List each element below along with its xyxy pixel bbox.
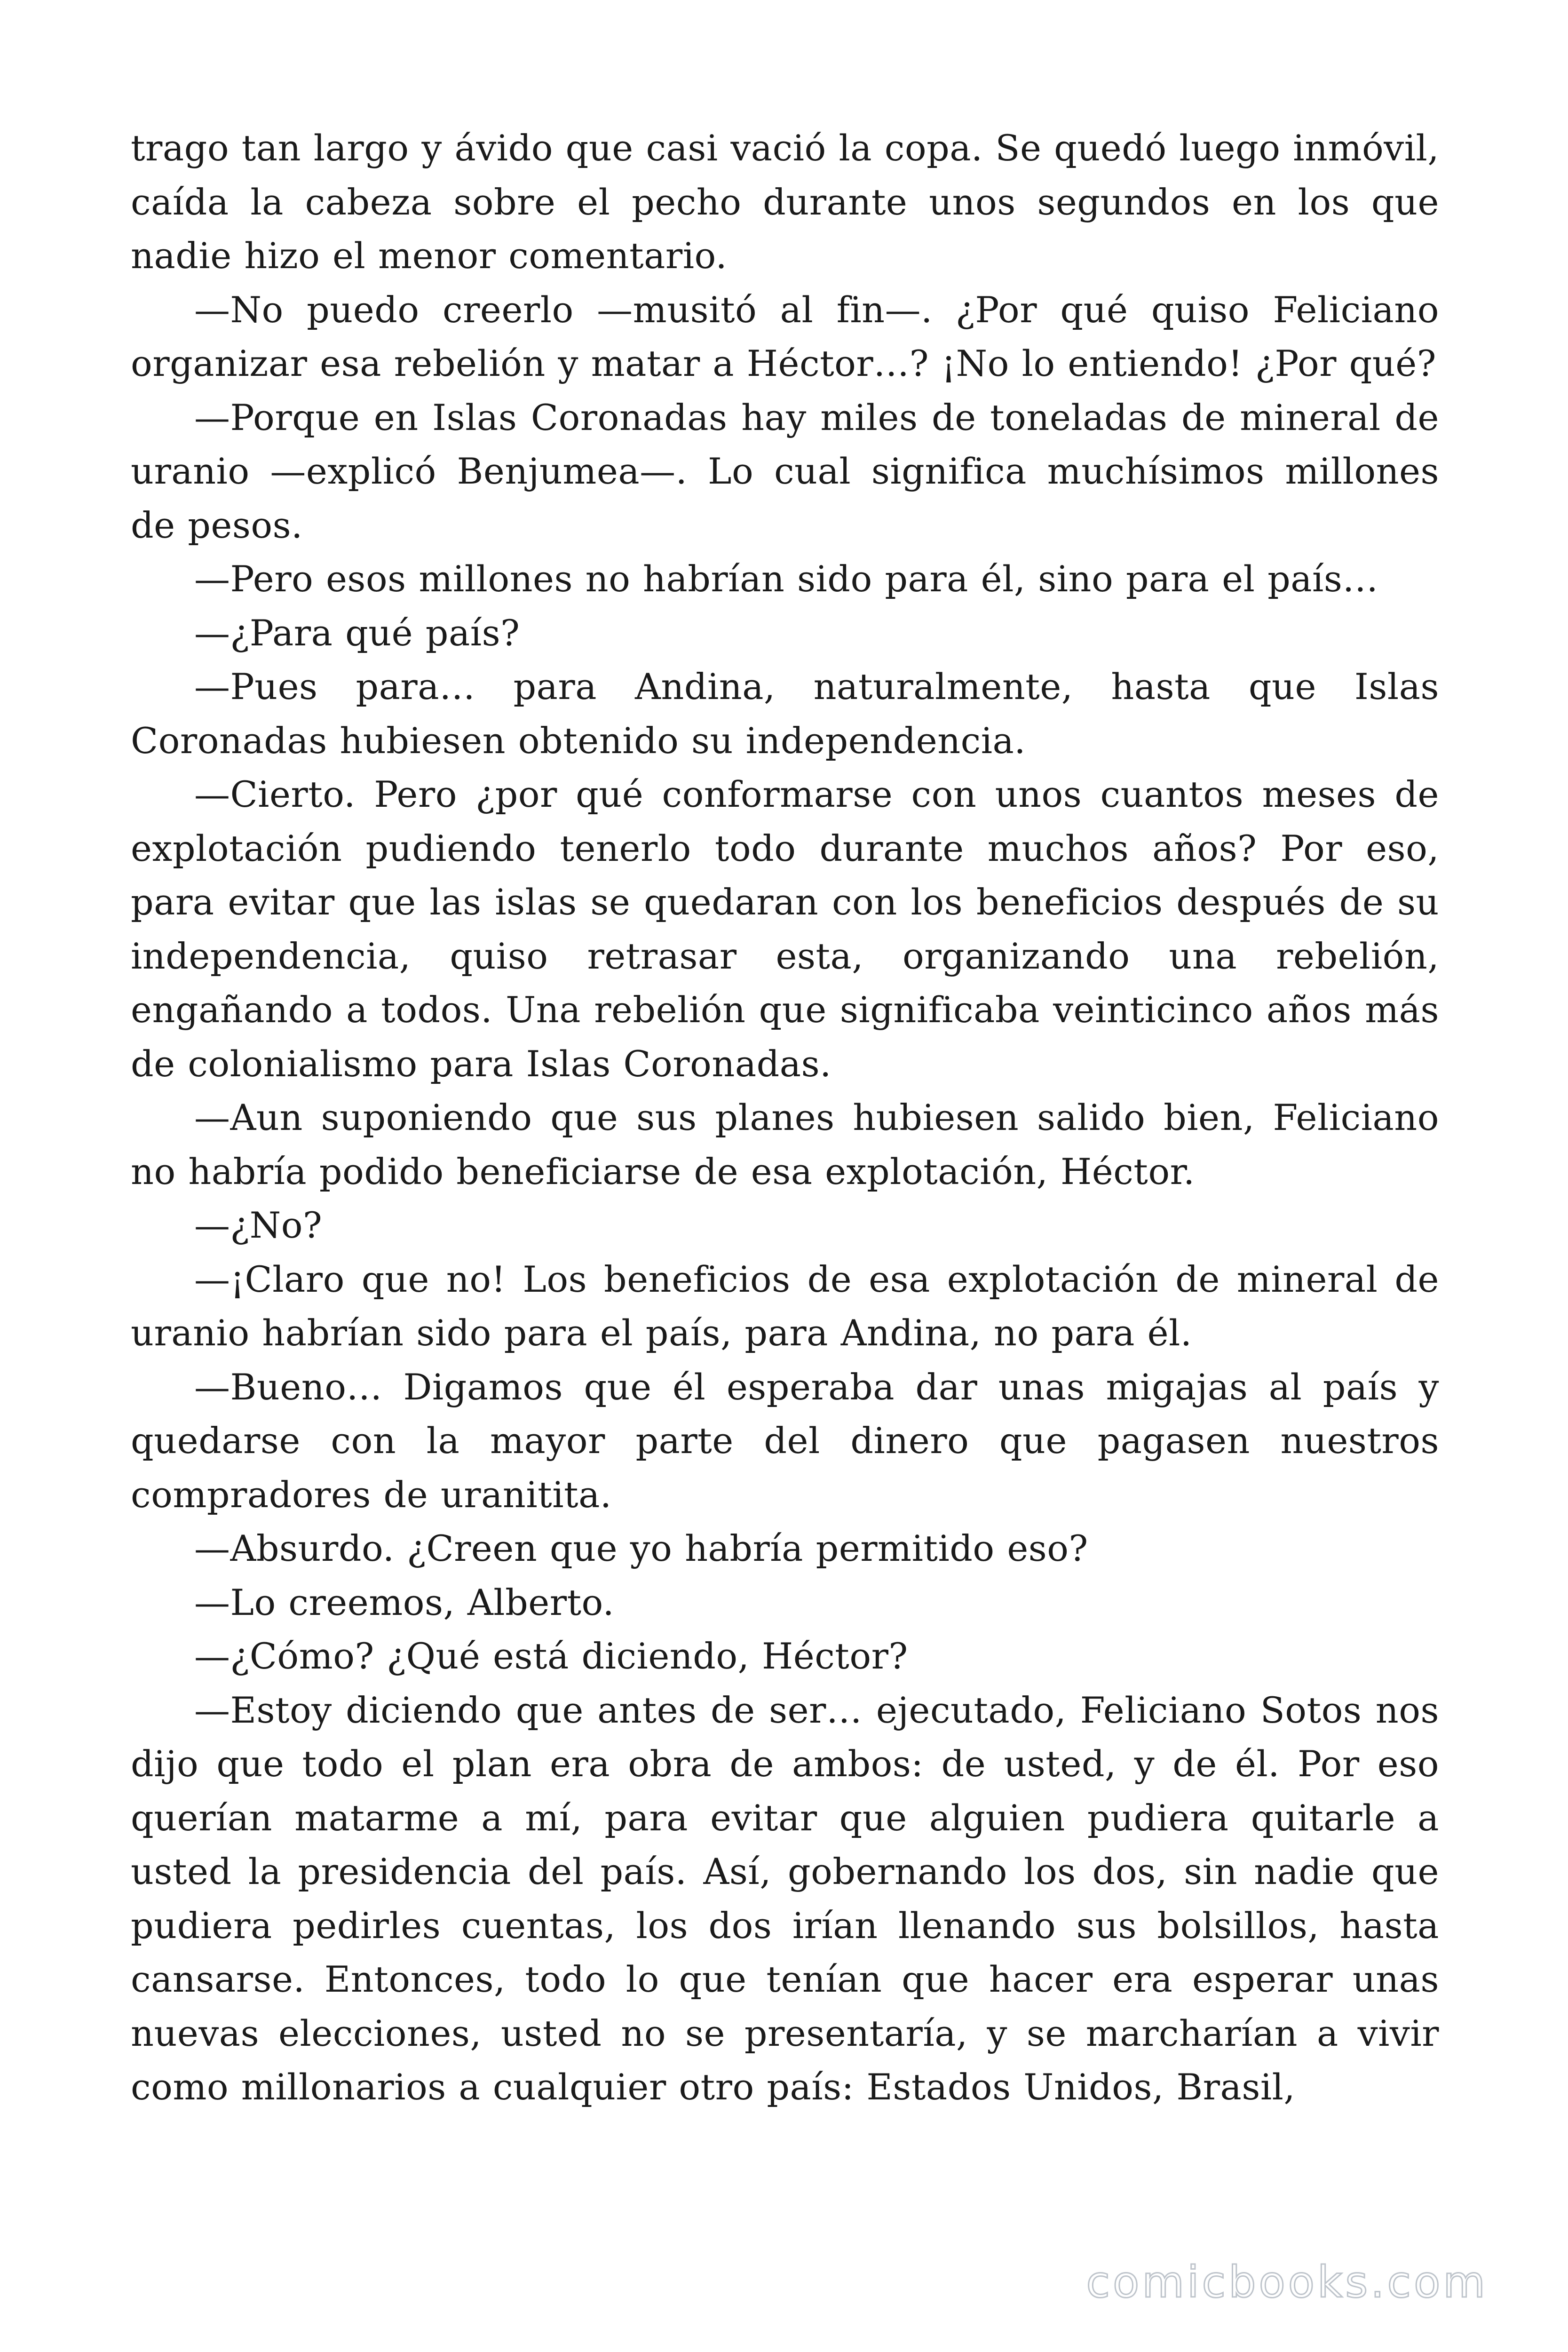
dialogue-paragraph: —Pues para… para Andina, naturalmente, hasta que Islas Coronadas hubiesen obtenido su independencia.: [131, 666, 1439, 762]
dialogue-paragraph: —¿No?: [194, 1204, 323, 1246]
dialogue-paragraph: —No puedo creerlo —musitó al fin—. ¿Por qué quiso Feliciano organizar esa rebelión y matar a Héctor…? ¡No lo entiendo! ¿Por qué?: [131, 288, 1439, 384]
watermark-logo: comicbooks.com: [1086, 2257, 1488, 2307]
body-text: [131, 121, 1439, 2114]
dialogue-paragraph: —Lo creemos, Alberto.: [194, 1581, 615, 1623]
dialogue-paragraph: —Pero esos millones no habrían sido para él, sino para el país…: [194, 558, 1378, 600]
dialogue-paragraph: —¿Para qué país?: [194, 612, 520, 654]
dialogue-paragraph: —Estoy diciendo que antes de ser… ejecutado, Feliciano Sotos nos dijo que todo el plan era obra de ambos: de usted, y de él. Por eso querían matarme a mí, para evitar que alguien pudiera quitarle a usted la presidencia del país. Así, gobernando los dos, sin nadie que pudiera pedirles cuentas, los dos irían llenando sus bolsillos, hasta cansarse. Entonces, todo lo que tenían que hacer era esperar unas nuevas elecciones, usted no se presentaría, y se marcharían a vivir como millonarios a cualquier otro país: Estados Unidos, Brasil,: [131, 1689, 1439, 2108]
dialogue-paragraph: —Bueno… Digamos que él esperaba dar unas migajas al país y quedarse con la mayor parte del dinero que pagasen nuestros compradores de uranitita.: [131, 1366, 1439, 1516]
dialogue-paragraph: —¡Claro que no! Los beneficios de esa explotación de mineral de uranio habrían sido para el país, para Andina, no para él.: [131, 1258, 1439, 1354]
paragraph-continuation: trago tan largo y ávido que casi vació la copa. Se quedó luego inmóvil, caída la cabeza sobre el pecho durante unos segundos en los que nadie hizo el menor comentario.: [131, 127, 1439, 277]
dialogue-paragraph: —Absurdo. ¿Creen que yo habría permitido eso?: [194, 1527, 1088, 1569]
dialogue-paragraph: —¿Cómo? ¿Qué está diciendo, Héctor?: [194, 1635, 908, 1677]
dialogue-paragraph: —Aun suponiendo que sus planes hubiesen salido bien, Feliciano no habría podido beneficiarse de esa explotación, Héctor.: [131, 1097, 1439, 1192]
dialogue-paragraph: —Cierto. Pero ¿por qué conformarse con unos cuantos meses de explotación pudiendo tenerlo todo durante muchos años? Por eso, para evitar que las islas se quedaran con los beneficios después de su independencia, quiso retrasar esta, organizando una rebelión, engañando a todos. Una rebelión que significaba veinticinco años más de colonialismo para Islas Coronadas.: [131, 773, 1439, 1085]
dialogue-paragraph: —Porque en Islas Coronadas hay miles de toneladas de mineral de uranio —explicó Benjumea—. Lo cual significa muchísimos millones de pesos.: [131, 396, 1439, 546]
